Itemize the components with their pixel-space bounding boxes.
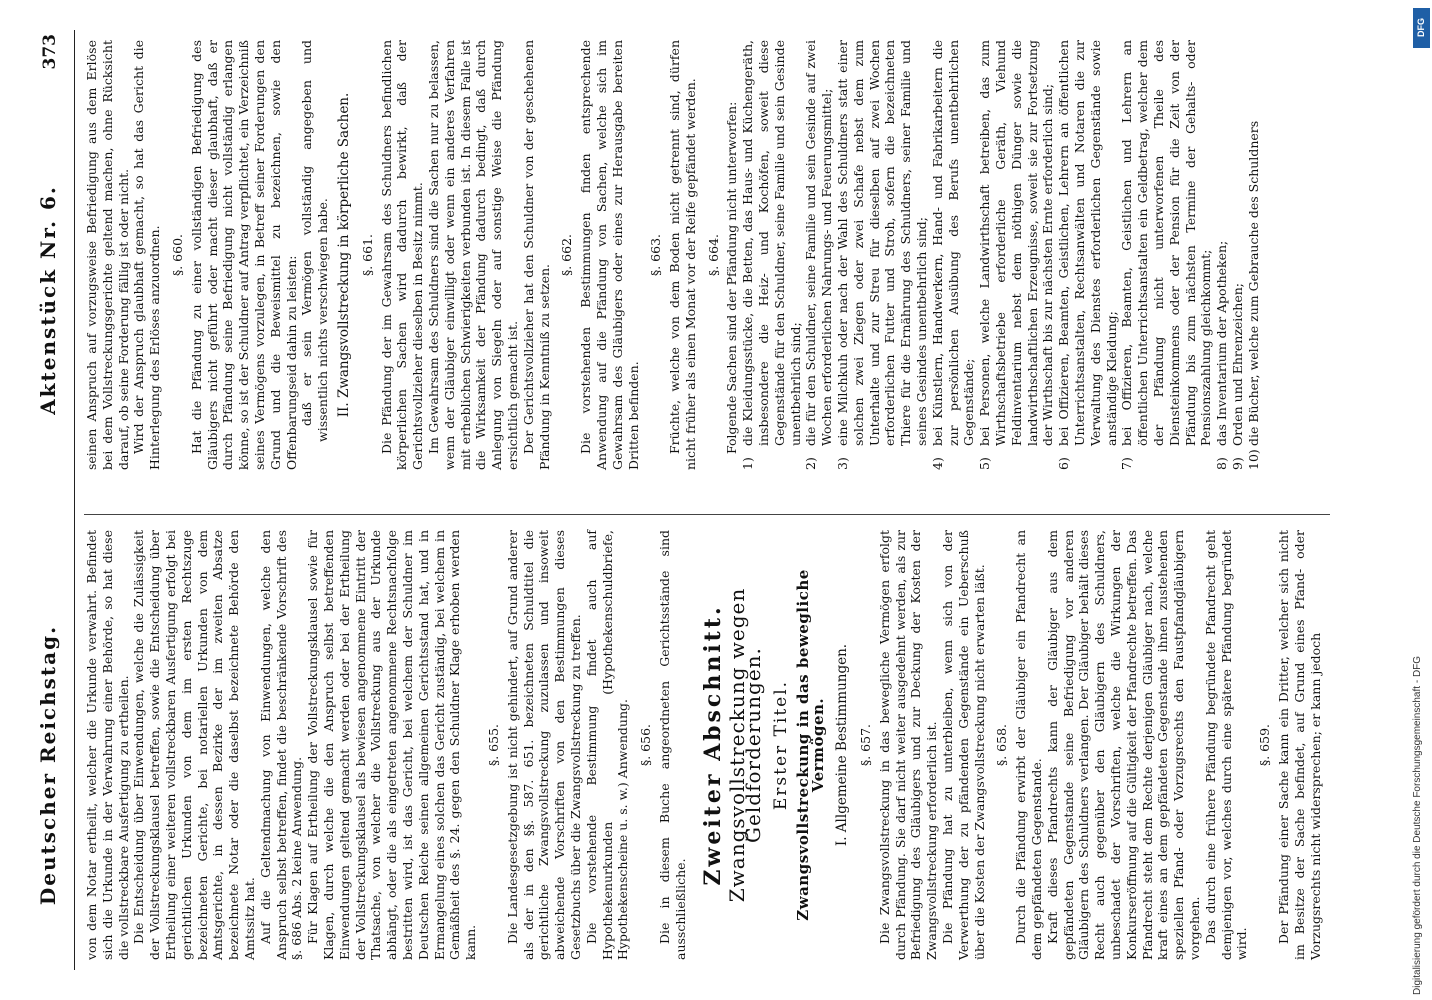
item-text: die Bücher, welche zum Gebrauche des Schuldners [1245, 120, 1261, 446]
paragraph: von dem Notar ertheilt, welcher die Urkunde verwahrt. Befindet sich die Urkunde in der Verwahrung einer Behörde, so hat diese die vollstreckbare Ausfertigung zu ertheilen. [84, 530, 131, 960]
item-number: 9) [1229, 457, 1245, 470]
paragraph: Das durch eine frühere Pfändung begründete Pfandrecht geht demjenigen vor, welches durch eine spätere Pfändung begründet wird. [1202, 530, 1250, 960]
item-text: bei Offizieren, Beamten, Geistlichen, Lehrern an öffentlichen Unterrichtsanstalten, Rechtsanwälten und Notaren die zur Verwaltung des Dienstes erforderlichen Gegenstände sowie anständige Kleidung; [1056, 40, 1119, 446]
paragraph: Kraft dieses Pfandrechts kann der Gläubiger aus dem gepfändeten Gegenstande seine Befriedigung vor anderen Gläubigern des Schuldners verlangen. Der Gläubiger behält dieses Recht auch gegenüber den Gläubigern des Schuldners, unbeschadet der Vorschriften, welche die Wirkungen der Konkurseröffnung auf die Gültigkeit der Pfandrechte betreffen. Das Pfandrecht steht dem Rechte derjenigen Gläubiger nach, welche kraft eines an dem gepfändeten Gegenstande ihnen zustehenden speziellen Pfand- oder Vorzugsrechts den Faustpfandgläubigern vorgehen. [1044, 530, 1202, 960]
section-heading: §. 661. [359, 233, 375, 277]
item-number: 1) [740, 457, 756, 470]
section-heading: §. 662. [559, 233, 575, 277]
paragraph: Wird der Anspruch glaubhaft gemacht, so hat das Gericht die Hinterlegung des Erlöses anzuordnen. [131, 40, 163, 470]
list-lead: Folgende Sachen sind der Pfändung nicht unterworfen: [724, 101, 740, 454]
paragraph: Der Pfändung einer Sache kann ein Dritter, welcher sich nicht im Besitze der Sache befindet, auf Grund eines Pfand- oder Vorzugsrechts nicht widersprechen; er kann jedoch [1275, 530, 1323, 960]
list-item [1230, 40, 1246, 470]
item-text: bei Offizieren, Beamten, Geistlichen und Lehrern an öffentlichen Unterrichtsanstalten ein Geldbetrag, welcher dem der Pfändung nicht unterworfenen Theile des Diensteinkommens oder der Pension für die Zeit von der Pfändung bis zum nächsten Termine der Gehalts- oder Pensionszahlung gleichkommt; [1119, 40, 1214, 446]
right-column [84, 40, 1262, 470]
paragraph: Durch die Pfändung erwirbt der Gläubiger ein Pfandrecht an dem gepfändeten Gegenstande. [1013, 530, 1045, 960]
paragraph: Die Zwangsvollstreckung in das bewegliche Vermögen erfolgt durch Pfändung. Sie darf nicht weiter ausgedehnt werden, als zur Befriedigung des Gläubigers und zur Deckung der Kosten der Zwangsvollstreckung erforderlich ist. [876, 530, 940, 960]
paragraph: Für Klagen auf Ertheilung der Vollstreckungsklausel sowie für Klagen, durch welche die den Anspruch selbst betreffenden Einwendungen geltend gemacht werden oder bei der Ertheilung der Vollstreckungsklausel als bewiesen angenommene Eintritt der Thatsache, von welcher die Vollstreckung aus der Urkunde abhängt, oder die als eingetreten angenommene Rechtsnachfolge bestritten wird, ist das Gericht, bei welchem der Schuldner im Deutschen Reiche seinen allgemeinen Gerichtsstand hat, und in Ermangelung eines solchen das Gericht zuständig, bei welchem in Gemäßheit des §. 24. gegen den Schuldner Klage erhoben werden kann. [305, 530, 479, 960]
item-text: bei Personen, welche Landwirthschaft betreiben, das zum Wirthschaftsbetriebe erforderliche Geräth, Viehund Feldinventarium nebst dem nöthigen Dünger sowie die landwirthschaftlichen Erzeugnisse, soweit sie zur Fortsetzung der Wirthschaft bis zur nächsten Ernte erforderlich sind; [977, 40, 1056, 446]
item-text: die für den Schuldner, seine Familie und sein Gesinde auf zwei Wochen erforderlichen Nahrungs- und Feuerungsmittel; [803, 40, 835, 446]
list-item [740, 40, 803, 470]
running-head-left: Deutscher Reichstag. [36, 624, 60, 906]
list-item [977, 40, 1056, 470]
list-item [835, 40, 930, 470]
paragraph: Die in diesem Buche angeordneten Gerichtsstände sind ausschließliche. [656, 530, 688, 960]
titel-number: Erster Titel. [770, 679, 791, 811]
list-item [1119, 40, 1214, 470]
list-item [930, 40, 977, 470]
paragraph: Die vorstehende Bestimmung findet auch auf Hypothekenurkunden (Hypothekenschuldbriefe, Hypothekenscheine u. s. w.) Anwendung. [583, 530, 631, 960]
page-header [0, 0, 80, 1000]
paragraph: Die Entscheidung über Einwendungen, welche die Zulässigkeit der Vollstreckungsklausel betreffen, sowie die Entscheidung über Ertheilung einer weiteren vollstreckbaren Ausfertigung erfolgt bei gerichtlichen Urkunden von dem im ersten Rechtszuge bezeichneten Gerichte, bei notariellen Urkunden von dem Amtsgerichte, in dessen Bezirke der im zweiten Absatze bezeichnete Notar oder die daselbst bezeichnete Behörde den Amtssitz hat. [131, 530, 257, 960]
item-text: eine Milchkuh oder nach der Wahl des Schuldners statt einer solchen zwei Ziegen oder zwei Schafe nebst dem zum Unterhalte und zur Streu für dieselben auf zwei Wochen erforderlichen Futter und Stroh, sofern die bezeichneten Thiere für die Ernährung des Schuldners, seiner Familie und seines Gesindes unentbehrlich sind; [835, 40, 930, 446]
oath-formula: daß er sein Vermögen vollständig angegeben und wissentlich nichts verschwiegen habe. [299, 40, 331, 442]
header-rule [74, 30, 75, 970]
page-number-right: 373 [40, 34, 60, 70]
paragraph: Der Gerichtsvollzieher hat den Schuldner von der geschehenen Pfändung in Kenntniß zu setzen. [520, 40, 552, 470]
item-number: 10) [1245, 449, 1261, 470]
item-text: die Kleidungsstücke, die Betten, das Haus- und Küchengeräth, insbesondere die Heiz- und Kochöfen, soweit diese Gegenstände für den Schuldner, seine Familie und sein Gesinde unentbehrlich sind; [740, 40, 803, 446]
digitization-note: Digitalisierung gefördert durch die Deutsche Forschungsgemeinschaft - DFG [1412, 655, 1423, 995]
paragraph: Die Landesgesetzgebung ist nicht gehindert, auf Grund anderer als der in den §§. 587. 651. bezeichneten Schuldtitel die gerichtliche Zwangsvollstreckung zuzulassen und insoweit abweichende Vorschriften von den Bestimmungen dieses Gesetzbuchs über die Zwangsvollstreckung zu treffen. [504, 530, 583, 960]
section-heading: §. 655. [485, 723, 501, 767]
item-number: 3) [835, 457, 851, 470]
list-item [1246, 40, 1262, 470]
section-heading: §. 660. [169, 233, 185, 277]
running-head-right: Aktenstück Nr. 6. [36, 185, 60, 415]
item-text: Orden und Ehrenzeichen; [1229, 282, 1245, 446]
list-item [803, 40, 835, 470]
item-text: das Inventarium der Apotheken; [1214, 240, 1230, 446]
section-heading: §. 663. [648, 233, 664, 277]
abschnitt-heading: Zweiter Abschnitt. [700, 604, 727, 886]
section-heading: §. 657. [858, 723, 874, 767]
column-divider [84, 514, 1330, 515]
subsection-heading: II. Zwangsvollstreckung in körperliche Sachen. [335, 92, 352, 418]
item-text: bei Künstlern, Handwerkern, Hand- und Fabrikarbeitern die zur persönlichen Ausübung des Berufs unentbehrlichen Gegenstände; [929, 40, 977, 446]
item-number: 4) [929, 457, 945, 470]
abschnitt-title: Zwangsvollstreckung wegen Geldforderungen. [725, 587, 766, 903]
item-number: 8) [1214, 457, 1230, 470]
paragraph: Die vorstehenden Bestimmungen finden entsprechende Anwendung auf die Pfändung von Sachen, welche sich im Gewahrsam des Gläubigers oder eines zur Herausgabe bereiten Dritten befinden. [578, 40, 641, 470]
section-heading: §. 658. [994, 723, 1010, 767]
section-heading: §. 656. [638, 723, 654, 767]
item-number: 6) [1056, 457, 1072, 470]
paragraph: Auf die Geltendmachung von Einwendungen, welche den Anspruch selbst betreffen, findet die beschränkende Vorschrift des §. 686 Abs. 2 keine Anwendung. [257, 530, 305, 960]
paragraph: Die Pfändung der im Gewahrsam des Schuldners befindlichen körperlichen Sachen wird dadurch bewirkt, daß der Gerichtsvollzieher dieselben in Besitz nimmt. [378, 40, 426, 470]
section-heading: §. 659. [1257, 723, 1273, 767]
list-item [1056, 40, 1119, 470]
item-number: 7) [1119, 457, 1135, 470]
titel-name: Zwangsvollstreckung in das bewegliche Vermögen. [793, 569, 828, 921]
item-number: 2) [803, 457, 819, 470]
paragraph: seinen Anspruch auf vorzugsweise Befriedigung aus dem Erlöse bei dem Vollstreckungsgerichte geltend machen, ohne Rücksicht darauf, ob seine Forderung fällig ist oder nicht. [84, 40, 131, 470]
item-number: 5) [977, 457, 993, 470]
list-item [1214, 40, 1230, 470]
left-column [84, 530, 1323, 960]
paragraph: Die Pfändung hat zu unterbleiben, wenn sich von der Verwerthung der zu pfändenden Gegenstände ein Ueberschuß über die Kosten der Zwangsvollstreckung nicht erwarten läßt. [940, 530, 987, 960]
subsection-heading: I. Allgemeine Bestimmungen. [834, 643, 851, 847]
paragraph: Im Gewahrsam des Schuldners sind die Sachen nur zu belassen, wenn der Gläubiger einwilligt oder wenn ein anderes Verfahren mit erheblichen Schwierigkeiten verbunden ist. In diesem Falle ist die Wirksamkeit der Pfändung dadurch bedingt, daß durch Anlegung von Siegeln oder auf sonstige Weise die Pfändung ersichtlich gemacht ist. [425, 40, 520, 470]
margin-strip [1410, 0, 1432, 1000]
section-heading: §. 664. [705, 233, 721, 277]
paragraph: Früchte, welche von dem Boden nicht getrennt sind, dürfen nicht früher als einen Monat vor der Reife gepfändet werden. [667, 40, 698, 470]
paragraph: Hat die Pfändung zu einer vollständigen Befriedigung des Gläubigers nicht geführt oder macht dieser glaubhaft, daß er durch Pfändung seine Befriedigung nicht vollständig erlangen könne, so ist der Schuldner auf Antrag verpflichtet, ein Verzeichniß seines Vermögens vorzulegen, in Betreff seiner Forderungen den Grund und die Beweismittel zu bezeichnen, sowie den Offenbarungseid dahin zu leisten: [188, 40, 299, 470]
dfg-logo: DFG [1413, 8, 1430, 48]
